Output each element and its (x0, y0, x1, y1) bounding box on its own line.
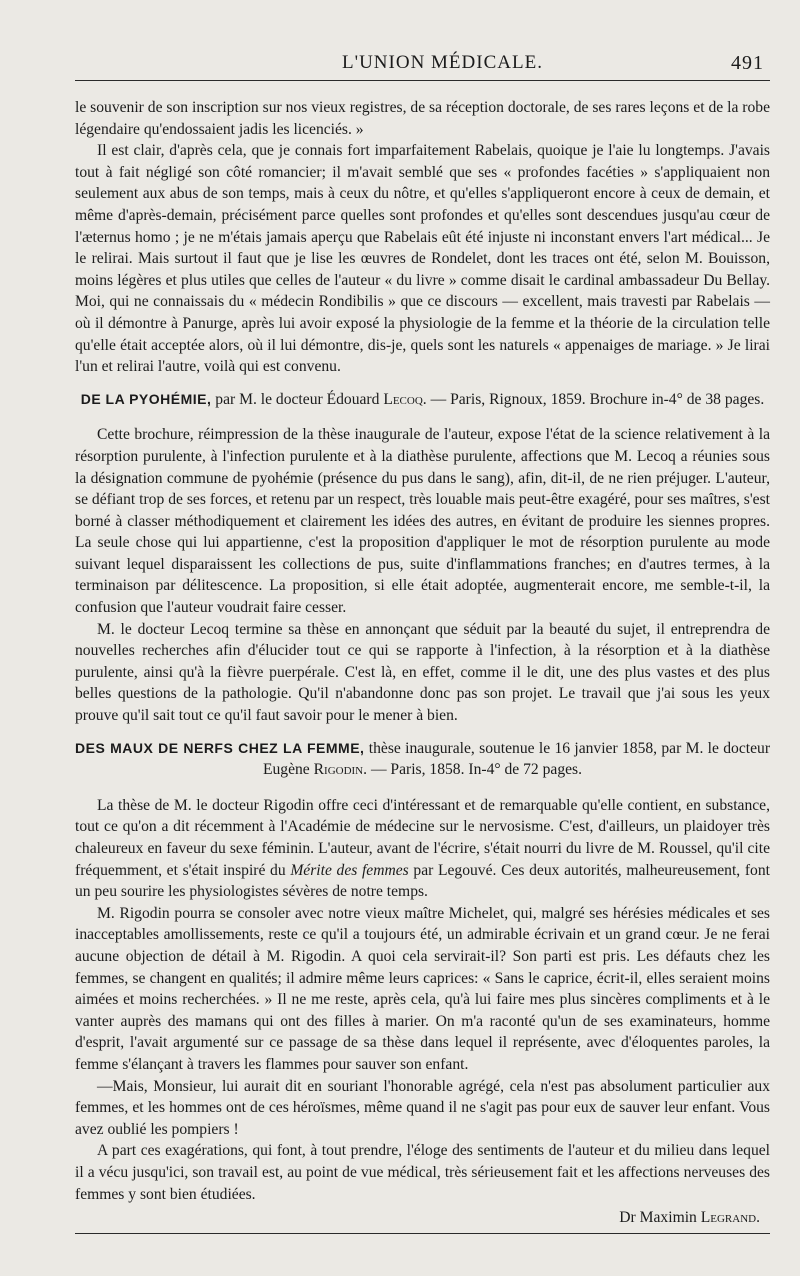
journal-title: L'UNION MÉDICALE. (342, 52, 543, 73)
review-paragraph: M. Rigodin pourra se consoler avec notre vieux maître Michelet, qui, malgré ses hérésies médicales et ses inacceptables amollissements, reste ce qu'il a toujours été, un admirable écrivain et un grand cœur. Je ne ferai aucune objection de détail à M. Rigodin. A quoi cela servirait-il? Son parti est pris. Les défauts chez les femmes, se changent en qualités; il admire même leurs caprices: « Sans le caprice, écrit-il, elles seraient moins aimées et moins recherchées. » Il ne me reste, après cela, qu'à lui faire mes plus sincères compliments et à le vanter auprès des mamans qui ont des filles à marier. On m'a raconté qu'un de ses examinateurs, homme d'esprit, l'avait argumenté sur ce passage de sa thèse dans lequel il représente, avec d'éloquentes paroles, la femme s'élançant à travers les flammes pour sauver son enfant. (75, 904, 770, 1073)
paragraph-text: par Legouvé. Ces deux autorités, malheureusement, font un peu sourire les physiologistes sévères de notre temps. (75, 861, 770, 901)
review-author: Rigodin (313, 761, 364, 779)
review-heading-maux-de-nerfs (75, 738, 770, 781)
review-paragraph: A part ces exagérations, qui font, à tout prendre, l'éloge des sentiments de l'auteur et du milieu dans lequel il a vécu jusqu'ici, son travail est, au point de vue médical, très sérieusement fait et les affections nerveuses des femmes y sont bien étudiées. (75, 1142, 770, 1203)
review-title: DE LA PYOHÉMIE, (80, 390, 212, 407)
intro-paragraph-1: le souvenir de son inscription sur nos vieux registres, de sa réception doctorale, de ses rares leçons et de la robe légendaire qu'endossaient jadis les licenciés. » (75, 99, 770, 138)
cited-title: Mérite des femmes (290, 861, 409, 879)
review-author: Lecoq (383, 390, 423, 408)
review-paragraph: Cette brochure, réimpression de la thèse inaugurale de l'auteur, expose l'état de la science relativement à la résorption purulente, à l'infection purulente et à la diathèse purulente, affections que M. Lecoq a réunies sous la désignation commune de pyohémie (présence du pus dans le sang), afin, dit-il, de ne rien préjuger. L'auteur, se défiant trop de ses forces, et retenu par un respect, très louable mais peut-être exagéré, pour ses maîtres, s'est borné à classer méthodiquement et clairement les idées des autres, en évitant de produire les siennes propres. La seule chose qui lui appartienne, c'est la proposition d'appliquer le mot de résorption purulente au mode suivant lequel disparaissent les collections de pus, suite d'inflammations franches; en d'autres termes, à la terminaison par délitescence. La proposition, si elle était adoptée, augmenterait encore, me semble-t-il, la confusion que l'auteur voudrait faire cesser. (75, 426, 770, 617)
running-header (75, 52, 770, 78)
review-byline: par M. le docteur Édouard (215, 390, 380, 408)
review-paragraph (75, 795, 770, 903)
review-paragraph: —Mais, Monsieur, lui aurait dit en souriant l'honorable agrégé, cela n'est pas absolument particulier aux femmes, et les hommes ont de ces héroïsmes, même quand il ne s'agit pas pour eux de sauver leur enfant. Vous avez oublié les pompiers ! (75, 1077, 770, 1138)
header-rule (75, 80, 770, 81)
review-byline: thèse inaugurale, soutenue le 16 janvier 1858, par M. le docteur Eugène (262, 739, 771, 779)
review-paragraph: M. le docteur Lecoq termine sa thèse en annonçant que séduit par la beauté du sujet, il entreprendra de nouvelles recherches afin d'élucider tout ce qui se rapporte à l'infection, à la résorption et à la diathèse purulente, ainsi qu'à la fièvre puerpérale. C'est là, en effet, comme il le dit, une des plus vastes et des plus belles questions de la pathologie. Qu'il n'abandonne donc pas son projet. Le travail que j'ai sous les yeux prouve qu'il sait tout ce qu'il faut savoir pour le mener à bien. (75, 620, 770, 725)
review-publication: . — Paris, 1858. In-4° de 72 pages. (363, 761, 583, 779)
signature-name: Legrand. (700, 1209, 760, 1227)
paragraph-text: La thèse de M. le docteur Rigodin offre ceci d'intéressant et de remarquable qu'elle contient, en substance, tout ce qu'on a dit récemment à l'Académie de médecine sur le nervosisme. C'est, d'ailleurs, un plaidoyer très chaleureux en faveur du sexe féminin. L'auteur, avant de l'écrire, s'était nourri du livre de M. Roussel, qu'il cite fréquemment, et s'était inspiré du (75, 796, 770, 879)
signature (75, 1207, 770, 1229)
review-title: DES MAUX DE NERFS CHEZ LA FEMME, (75, 739, 365, 756)
review-heading-pyohemie (75, 389, 770, 411)
intro-paragraph-2: Il est clair, d'après cela, que je connais fort imparfaitement Rabelais, quoique je l'aie lu longtemps. J'avais tout à fait négligé son côté romancier; il m'avait semblé que ses « profondes facéties » s'appliquaient non seulement aux abus de son temps, mais à ceux du nôtre, et qu'elles s'appliqueront encore à ceux de demain, et même d'après-demain, précisément parce quelles sont profondes et qu'elles sont descendues jusqu'au cœur de l'æternus homo ; je ne m'étais jamais aperçu que Rabelais eût été injuste ni inconstant envers l'art médical... Je le relirai. Mais surtout il faut que je lise les œuvres de Rondelet, dont les traces ont été, selon M. Bouisson, moins légères et plus utiles que celles de l'auteur « du livre » comme disait le cardinal ambassadeur Du Bellay. Moi, qui ne connaissais du « médecin Rondibilis » que ce discours — excellent, mais travesti par Rabelais — où il démontre à Panurge, après lui avoir exposé la physiologie de la femme et la théorie de la circulation telle qu'elle était acceptée alors, où il lui démontre, dis-je, quels sont les naturels « appenaiges de mariage. » Je lirai l'un et relirai l'autre, voilà qui est convenu. (75, 142, 770, 376)
page-number: 491 (731, 52, 764, 74)
footer-rule (75, 1233, 770, 1234)
signature-title: Dr Maximin (619, 1209, 697, 1227)
review-publication: . — Paris, Rignoux, 1859. Brochure in-4° de 38 pages. (422, 390, 765, 408)
article-body (75, 97, 770, 1205)
